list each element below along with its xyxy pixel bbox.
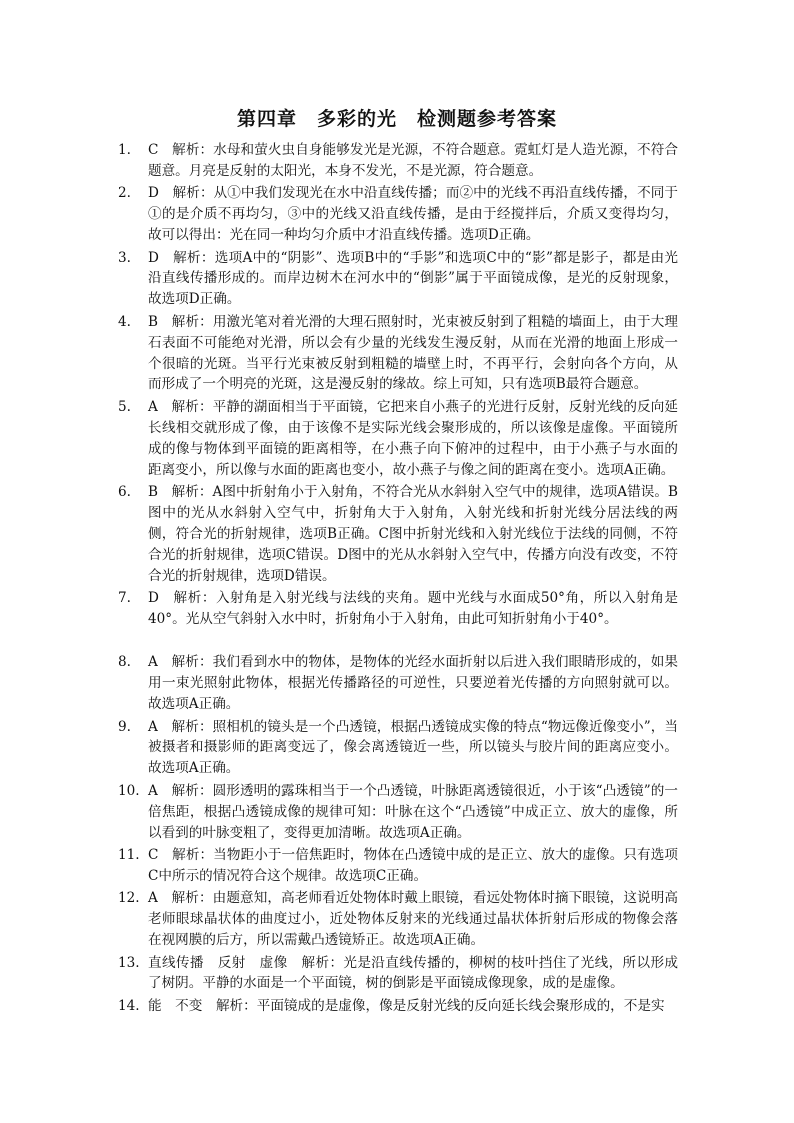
answer-number: 13.	[118, 954, 140, 971]
answer-number: 14.	[118, 997, 140, 1014]
answer-text: 直线传播 反射 虚像 解析：光是沿直线传播的，柳树的枝叶挡住了光线，所以形成了树阴。平静的水面是一个平面镜，树的倒影是平面镜成像现象，成的是虚像。	[148, 954, 678, 992]
answer-number: 9.	[118, 718, 131, 735]
answer-number: 5.	[118, 398, 131, 415]
answer-item	[118, 140, 678, 182]
answer-number: 3.	[118, 249, 131, 266]
answer-text: A 解析：我们看到水中的物体，是物体的光经水面折射以后进入我们眼睛形成的，如果用一束光照射此物体，根据光传播路径的可逆性，只要逆着光传播的方向照射就可以。故选项A正确。	[148, 654, 678, 713]
answer-text: B 解析：A图中折射角小于入射角，不符合光从水斜射入空气中的规律，选项A错误。B图中的光从水斜射入空气中，折射角大于入射角，入射光线和折射光线分居法线的两侧，符合光的折射规律，选项B正确。C图中折射光线和入射光线位于法线的同侧，不符合光的折射规律，选项C错误。D图中的光从水斜射入空气中，传播方向没有改变，不符合光的折射规律，选项D错误。	[148, 484, 678, 584]
page-title: 第四章 多彩的光 检测题参考答案	[236, 108, 557, 130]
answer-number: 10.	[118, 782, 140, 799]
answer-text: A 解析：平静的湖面相当于平面镜，它把来自小燕子的光进行反射，反射光线的反向延长线相交就形成了像，由于该像不是实际光线会聚形成的，所以该像是虚像。平面镜所成的像与物体到平面镜的距离相等，在小燕子向下俯冲的过程中，由于小燕子与水面的距离变小，所以像与水面的距离也变小，故小燕子与像之间的距离在变小。选项A正确。	[148, 398, 678, 478]
answer-text: A 解析：照相机的镜头是一个凸透镜，根据凸透镜成实像的特点“物远像近像变小”，当被摄者和摄影师的距离变远了，像会离透镜近一些，所以镜头与胶片间的距离应变小。故选项A正确。	[148, 718, 678, 777]
answer-item	[118, 248, 678, 311]
answer-text: A 解析：由题意知，高老师看近处物体时戴上眼镜，看远处物体时摘下眼镜，这说明高老师眼球晶状体的曲度过小，近处物体反射来的光线通过晶状体折射后形成的物像会落在视网膜的后方，所以需戴凸透镜矫正。故选项A正确。	[148, 890, 678, 949]
answer-number: 12.	[118, 890, 140, 907]
answer-number: 7.	[118, 590, 131, 607]
answer-number: 8.	[118, 654, 131, 671]
answer-item	[118, 652, 678, 715]
answer-item	[118, 888, 678, 951]
answer-number: 2.	[118, 185, 131, 202]
answer-text: D 解析：从①中我们发现光在水中沿直线传播；而②中的光线不再沿直线传播，不同于①的是介质不再均匀，③中的光线又沿直线传播，是由于经搅拌后，介质又变得均匀，故可以得出：光在同一种均匀介质中才沿直线传播。选项D正确。	[148, 185, 678, 244]
answer-text: 能 不变 解析：平面镜成的是虚像，像是反射光线的反向延长线会聚形成的，不是实	[148, 997, 665, 1014]
answer-number: 11.	[118, 847, 140, 863]
answer-text: D 解析：选项A中的“阴影”、选项B中的“手影”和选项C中的“影”都是影子，都是由光沿直线传播形成的。而岸边树木在河水中的“倒影”属于平面镜成像，是光的反射现象，故选项D正确。	[148, 249, 678, 308]
answer-item	[118, 845, 678, 887]
answer-item	[118, 996, 678, 1017]
answer-number: 1.	[118, 142, 131, 158]
answer-item	[118, 781, 678, 844]
answer-item	[118, 397, 678, 481]
answer-item	[118, 482, 678, 587]
answer-text: C 解析：当物距小于一倍焦距时，物体在凸透镜中成的是正立、放大的虚像。只有选项C中所示的情况符合这个规律。故选项C正确。	[148, 847, 678, 884]
answer-list	[118, 140, 678, 1018]
answer-item	[118, 717, 678, 780]
answer-number: 4.	[118, 313, 131, 330]
answer-text: B 解析：用激光笔对着光滑的大理石照射时，光束被反射到了粗糙的墙面上，由于大理石表面不可能绝对光滑，所以会有少量的光线发生漫反射，从而在光滑的地面上形成一个很暗的光斑。当平行光束被反射到粗糙的墙壁上时，不再平行，会射向各个方向，从而形成了一个明亮的光斑，这是漫反射的缘故。综上可知，只有选项B最符合题意。	[148, 313, 678, 393]
answer-text: D 解析：入射角是入射光线与法线的夹角。题中光线与水面成50°角，所以入射角是40°。光从空气斜射入水中时，折射角小于入射角，由此可知折射角小于40°。	[148, 590, 678, 627]
answer-item	[118, 588, 678, 630]
answer-item	[118, 183, 678, 246]
blank-line	[118, 631, 678, 652]
answer-item	[118, 312, 678, 396]
answer-text: C 解析：水母和萤火虫自身能够发光是光源，不符合题意。霓虹灯是人造光源，不符合题意。月亮是反射的太阳光，本身不发光，不是光源，符合题意。	[148, 142, 678, 179]
answer-number: 6.	[118, 484, 131, 500]
answer-text: A 解析：圆形透明的露珠相当于一个凸透镜，叶脉距离透镜很近，小于该“凸透镜”的一倍焦距，根据凸透镜成像的规律可知：叶脉在这个“凸透镜”中成正立、放大的虚像，所以看到的叶脉变粗了，变得更加清晰。故选项A正确。	[148, 782, 678, 841]
answer-item	[118, 953, 678, 995]
